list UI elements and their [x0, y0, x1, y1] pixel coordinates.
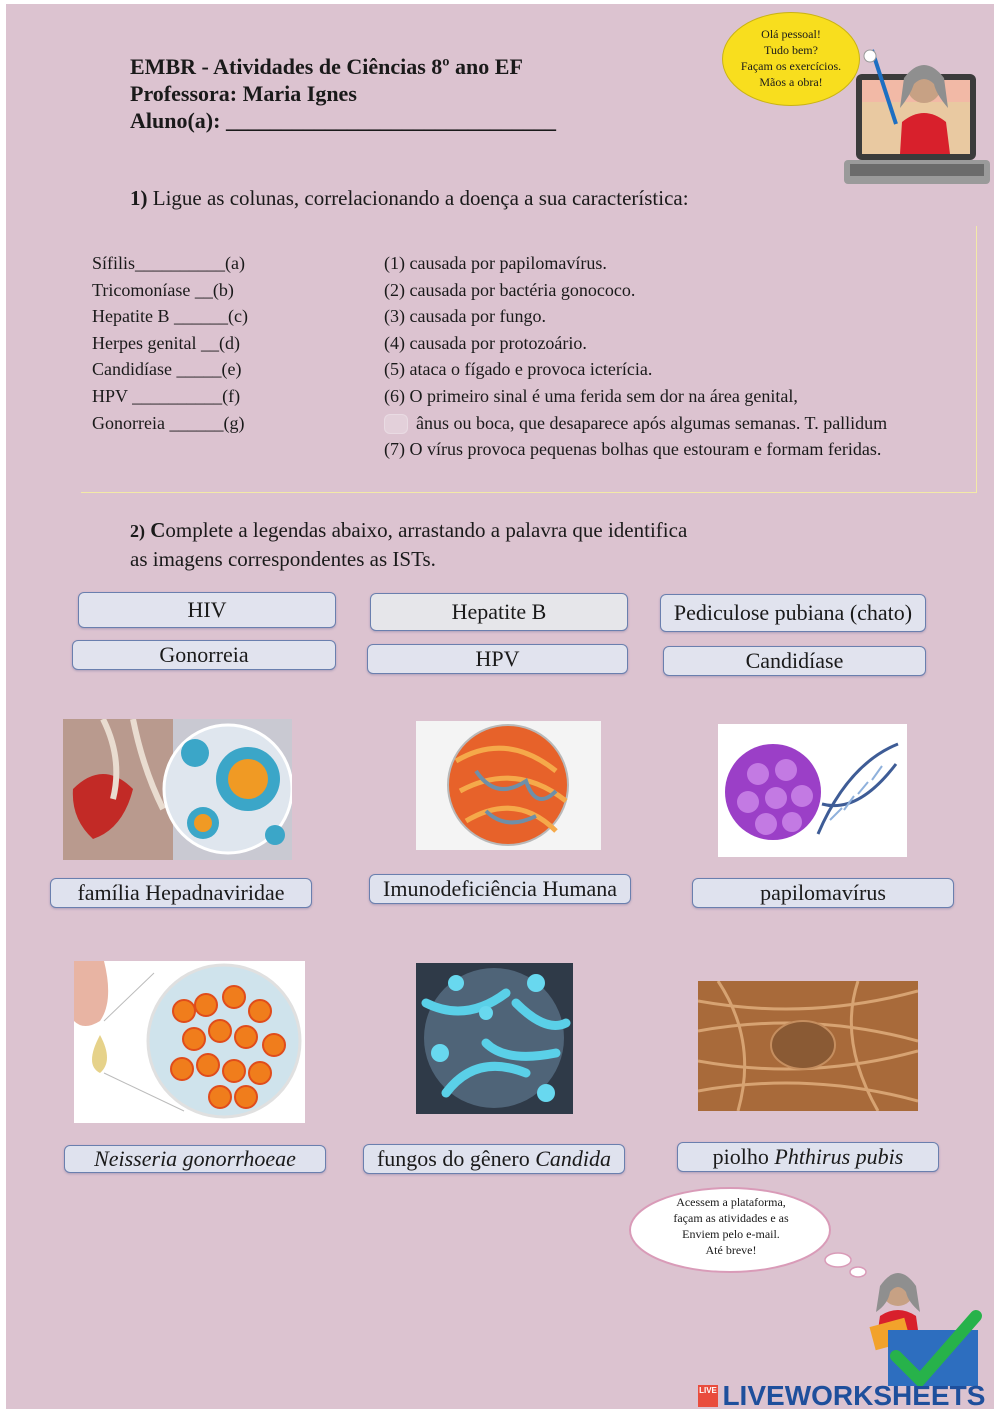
- liveworksheets-logo[interactable]: LIVE LIVEWORKSHEETS: [699, 1380, 986, 1411]
- greeting-text: Olá pessoal! Tudo bem? Façam os exercícios. Mãos a obra!: [740, 27, 842, 89]
- characteristic-item: (3) causada por fungo.: [384, 306, 546, 327]
- characteristic-item: (7) O vírus provoca pequenas bolhas que estouram e formam feridas.: [384, 439, 882, 460]
- disease-list: [92, 250, 248, 436]
- worksheet-page: [6, 4, 994, 1409]
- gonorrhea-bacteria-image[interactable]: [74, 961, 305, 1123]
- caption-candida[interactable]: fungos do gênero Candida: [363, 1144, 625, 1174]
- brand-badge: LIVE: [698, 1385, 718, 1407]
- disease-item: HPV __________(f): [92, 385, 241, 406]
- drag-word-gonorreia[interactable]: Gonorreia: [72, 640, 336, 670]
- characteristic-item: (2) causada por bactéria gonococo.: [384, 279, 636, 300]
- disease-item: Candidíase _____(e): [92, 359, 242, 380]
- drag-word-candidiase[interactable]: Candidíase: [663, 646, 926, 676]
- header-teacher: Professora: Maria Ignes: [130, 81, 357, 106]
- caption-hiv[interactable]: Imunodeficiência Humana: [369, 874, 631, 904]
- frame-divider: [976, 226, 977, 492]
- farewell-text: Acessem a plataforma, façam as atividades e as Enviem pelo e-mail. Até breve!: [673, 1195, 789, 1257]
- disease-item: Sífilis__________(a): [92, 253, 245, 273]
- header-student: Aluno(a): ______________________________: [130, 108, 556, 133]
- characteristic-item: (6) O primeiro sinal é uma ferida sem dor na área genital,: [384, 385, 798, 406]
- caption-gonorrhea[interactable]: Neisseria gonorrhoeae: [64, 1145, 326, 1173]
- characteristic-item: (1) causada por papilomavírus.: [384, 253, 607, 273]
- disease-item: Gonorreia ______(g): [92, 412, 245, 433]
- answer-input-blank[interactable]: [384, 414, 408, 434]
- drag-word-hiv[interactable]: HIV: [78, 592, 336, 628]
- question1-prompt: 1) Ligue as colunas, correlacionando a doença a sua característica:: [130, 186, 689, 210]
- characteristic-item: (5) ataca o fígado e provoca icterícia.: [384, 359, 653, 380]
- candida-fungus-image[interactable]: [416, 963, 573, 1114]
- question2-prompt: 2) Complete a legendas abaixo, arrastando a palavra que identifica as imagens correspondentes as ISTs.: [130, 518, 688, 571]
- teacher-laptop-illustration: [844, 44, 990, 190]
- drag-word-hepatite-b[interactable]: Hepatite B: [370, 593, 628, 631]
- header-title: EMBR - Atividades de Ciências 8º ano EF: [130, 54, 523, 79]
- drag-word-pediculose[interactable]: Pediculose pubiana (chato): [660, 594, 926, 632]
- disease-item: Tricomoníase __(b): [92, 279, 234, 300]
- disease-item: Herpes genital __(d): [92, 332, 240, 353]
- hpv-virus-image[interactable]: [718, 724, 907, 857]
- caption-louse[interactable]: piolho Phthirus pubis: [677, 1142, 939, 1172]
- characteristic-item-continuation: ânus ou boca, que desaparece após algumas semanas. T. pallidum: [384, 410, 887, 437]
- characteristic-item: (4) causada por protozoário.: [384, 332, 587, 353]
- hepatitis-virus-image[interactable]: [63, 719, 292, 860]
- drag-word-hpv[interactable]: HPV: [367, 644, 628, 674]
- characteristic-list: [384, 250, 887, 463]
- caption-hpv[interactable]: papilomavírus: [692, 878, 954, 908]
- disease-item: Hepatite B ______(c): [92, 306, 248, 327]
- pubic-louse-image[interactable]: [698, 981, 918, 1111]
- hiv-virus-image[interactable]: [416, 721, 601, 850]
- caption-hepatitis[interactable]: família Hepadnaviridae: [50, 878, 312, 908]
